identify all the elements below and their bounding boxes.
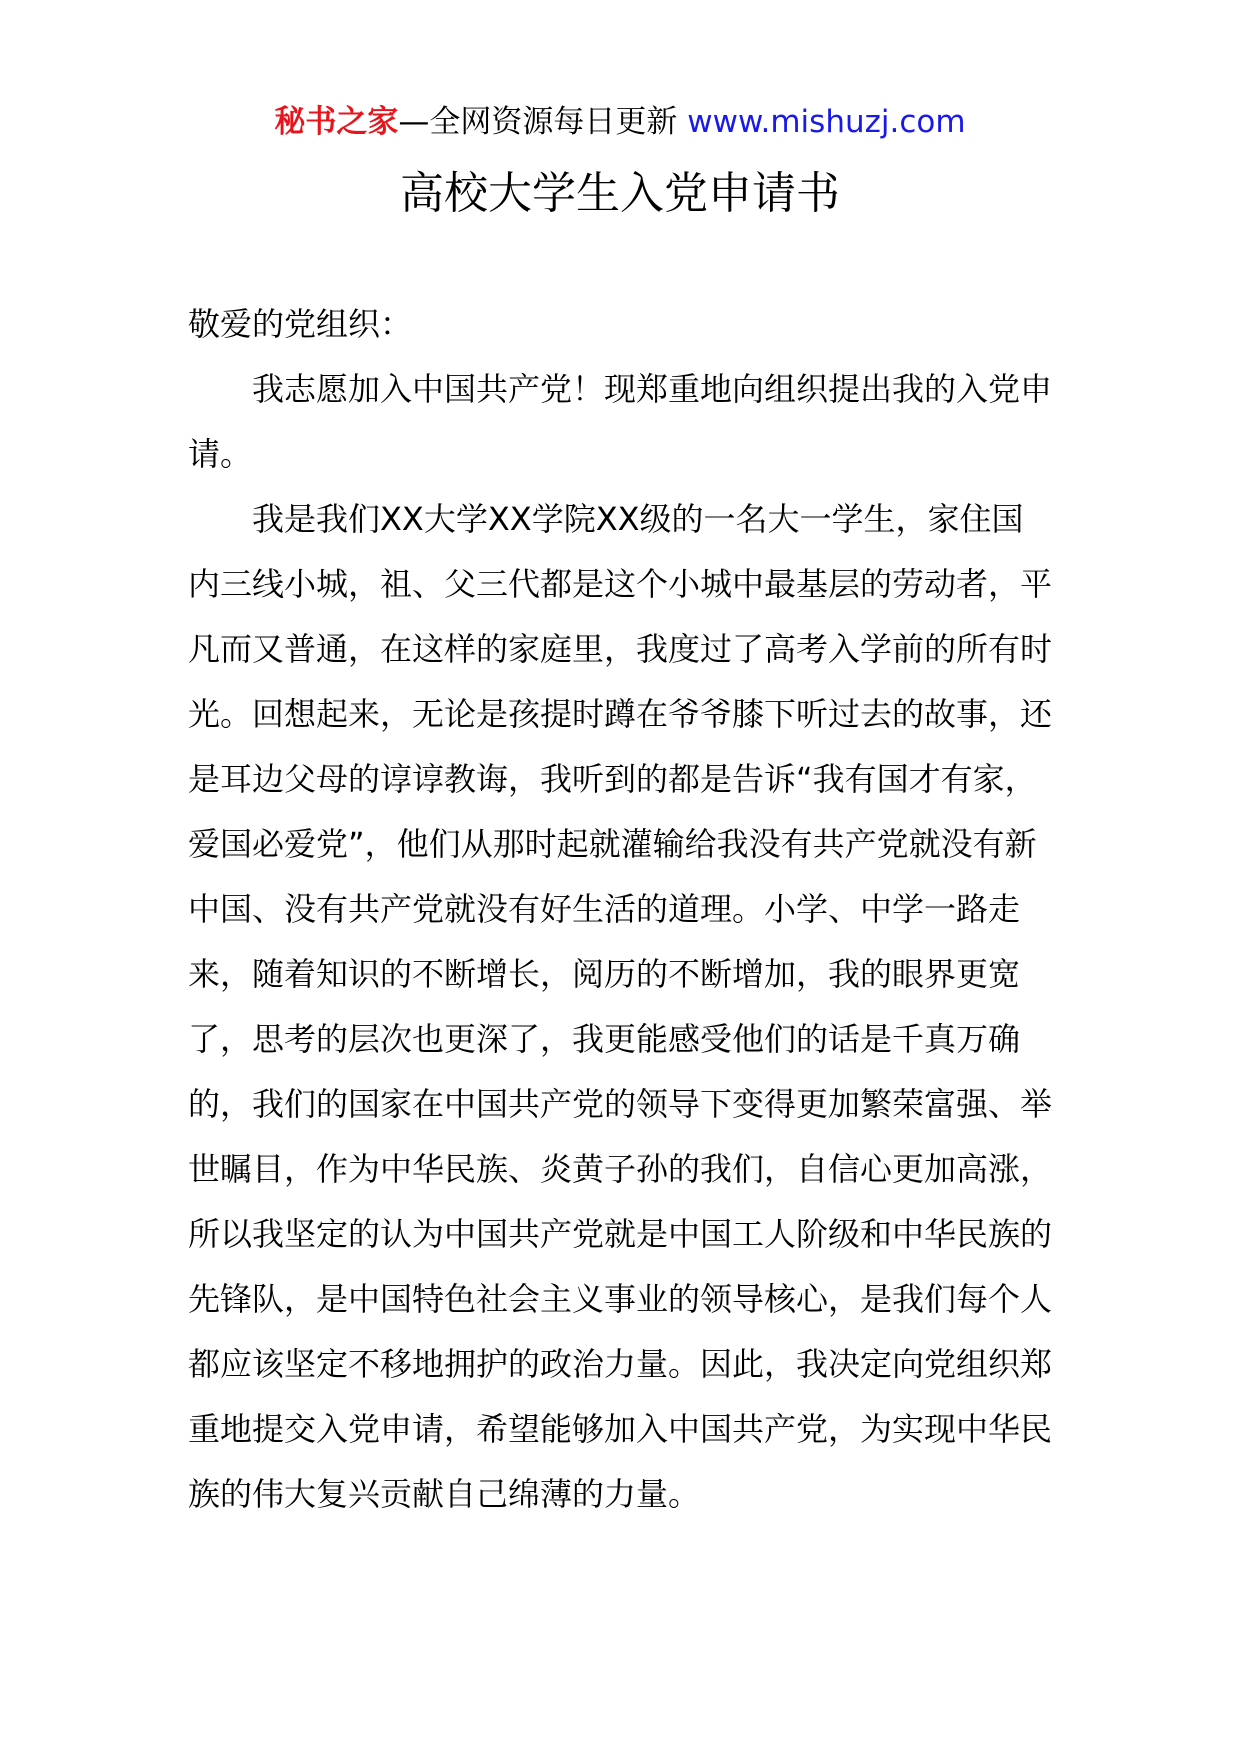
site-url[interactable]: www.mishuzj.com [687,104,966,140]
site-header [0,100,1240,144]
site-tagline: —全网资源每日更新 [398,104,678,140]
paragraph-2: 我是我们XX大学XX学院XX级的一名大一学生，家住国内三线小城，祖、父三代都是这个小城中最基层的劳动者，平凡而又普通，在这样的家庭里，我度过了高考入学前的所有时光。回想起来，无论是孩提时蹲在爷爷膝下听过去的故事，还是耳边父母的谆谆教诲，我听到的都是告诉“我有国才有家，爱国必爱党”，他们从那时起就灌输给我没有共产党就没有新中国、没有共产党就没有好生活的道理。小学、中学一路走来，随着知识的不断增长，阅历的不断增加，我的眼界更宽了，思考的层次也更深了，我更能感受他们的话是千真万确的，我们的国家在中国共产党的领导下变得更加繁荣富强、举世瞩目，作为中华民族、炎黄子孙的我们，自信心更加高涨，所以我坚定的认为中国共产党就是中国工人阶级和中华民族的先锋队，是中国特色社会主义事业的领导核心，是我们每个人都应该坚定不移地拥护的政治力量。因此，我决定向党组织郑重地提交入党申请，希望能够加入中国共产党，为实现中华民族的伟大复兴贡献自己绵薄的力量。 [188,500,1053,1513]
document-title: 高校大学生入党申请书 [400,168,840,219]
salutation: 敬爱的党组织： [188,305,413,343]
document-body [188,292,1054,1527]
paragraph-1: 我志愿加入中国共产党！现郑重地向组织提出我的入党申请。 [188,370,1053,473]
site-brand: 秘书之家 [274,104,399,140]
